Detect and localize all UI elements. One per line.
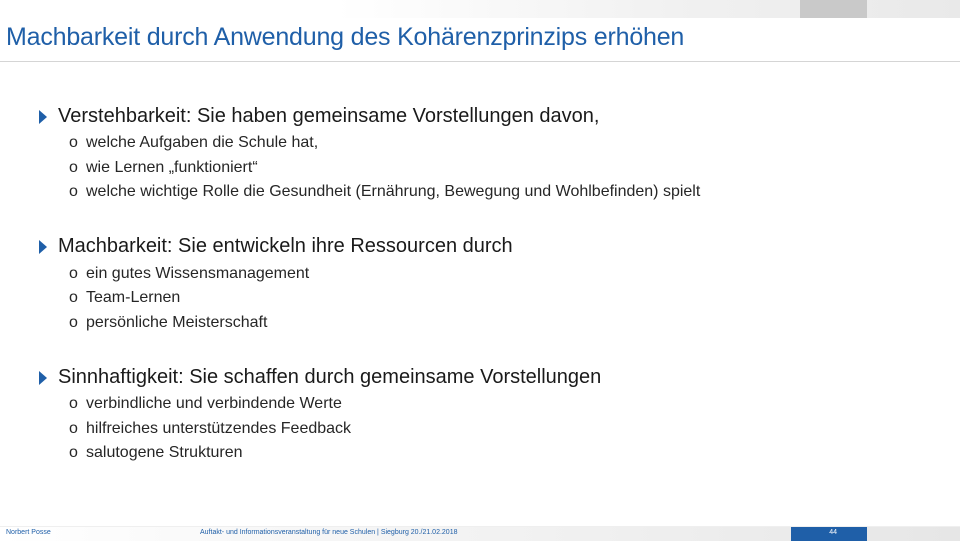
list-item-text: wie Lernen „funktioniert“ bbox=[86, 158, 258, 176]
page-number-badge bbox=[791, 527, 867, 541]
section-verstehbarkeit bbox=[39, 102, 939, 205]
list-item bbox=[69, 286, 939, 311]
list-item-text: welche wichtige Rolle die Gesundheit (Ernährung, Bewegung und Wohlbefinden) spielt bbox=[86, 183, 701, 201]
footer-author: Norbert Posse bbox=[6, 529, 51, 536]
circle-bullet-icon: o bbox=[69, 158, 78, 176]
section-machbarkeit bbox=[39, 233, 939, 336]
section-heading bbox=[39, 233, 939, 261]
list-item-text: ein gutes Wissensmanagement bbox=[86, 264, 310, 282]
list-item bbox=[69, 311, 939, 336]
section-heading bbox=[39, 363, 939, 391]
title-divider bbox=[0, 61, 960, 62]
section-heading-text: Machbarkeit: Sie entwickeln ihre Ressourcen durch bbox=[58, 235, 513, 257]
circle-bullet-icon: o bbox=[69, 419, 78, 437]
list-item bbox=[69, 180, 939, 205]
list-item-text: hilfreiches unterstützendes Feedback bbox=[86, 419, 352, 437]
footer-bar bbox=[0, 526, 960, 541]
list-item bbox=[69, 262, 939, 287]
list-item-text: welche Aufgaben die Schule hat, bbox=[86, 134, 319, 152]
list-item-text: salutogene Strukturen bbox=[86, 444, 243, 462]
slide-title: Machbarkeit durch Anwendung des Kohärenzprinzips erhöhen bbox=[6, 23, 685, 51]
section-heading-text: Verstehbarkeit: Sie haben gemeinsame Vorstellungen davon, bbox=[58, 104, 600, 127]
triangle-bullet-icon bbox=[39, 110, 47, 124]
circle-bullet-icon: o bbox=[69, 134, 78, 152]
list-item bbox=[69, 131, 939, 156]
section-sinnhaftigkeit bbox=[39, 363, 939, 466]
page-number: 44 bbox=[829, 529, 837, 536]
slide-content bbox=[39, 102, 939, 466]
triangle-bullet-icon bbox=[39, 371, 47, 385]
sub-item-list bbox=[69, 131, 939, 205]
list-item-text: persönliche Meisterschaft bbox=[86, 313, 268, 331]
circle-bullet-icon: o bbox=[69, 289, 78, 307]
circle-bullet-icon: o bbox=[69, 395, 78, 413]
footer-event-info: Auftakt- und Informationsveranstaltung für neue Schulen | Siegburg 20./21.02.2018 bbox=[200, 529, 458, 536]
sub-item-list bbox=[69, 262, 939, 336]
list-item bbox=[69, 441, 939, 466]
circle-bullet-icon: o bbox=[69, 183, 78, 201]
list-item bbox=[69, 156, 939, 181]
list-item-text: Team-Lernen bbox=[86, 289, 181, 307]
list-item-text: verbindliche und verbindende Werte bbox=[86, 395, 342, 413]
triangle-bullet-icon bbox=[39, 240, 47, 254]
circle-bullet-icon: o bbox=[69, 313, 78, 331]
list-item bbox=[69, 417, 939, 442]
list-item bbox=[69, 392, 939, 417]
sub-item-list bbox=[69, 392, 939, 466]
circle-bullet-icon: o bbox=[69, 264, 78, 282]
section-heading-text: Sinnhaftigkeit: Sie schaffen durch gemeinsame Vorstellungen bbox=[58, 365, 602, 388]
top-decoration-block bbox=[800, 0, 867, 18]
circle-bullet-icon: o bbox=[69, 444, 78, 462]
section-heading bbox=[39, 102, 939, 130]
